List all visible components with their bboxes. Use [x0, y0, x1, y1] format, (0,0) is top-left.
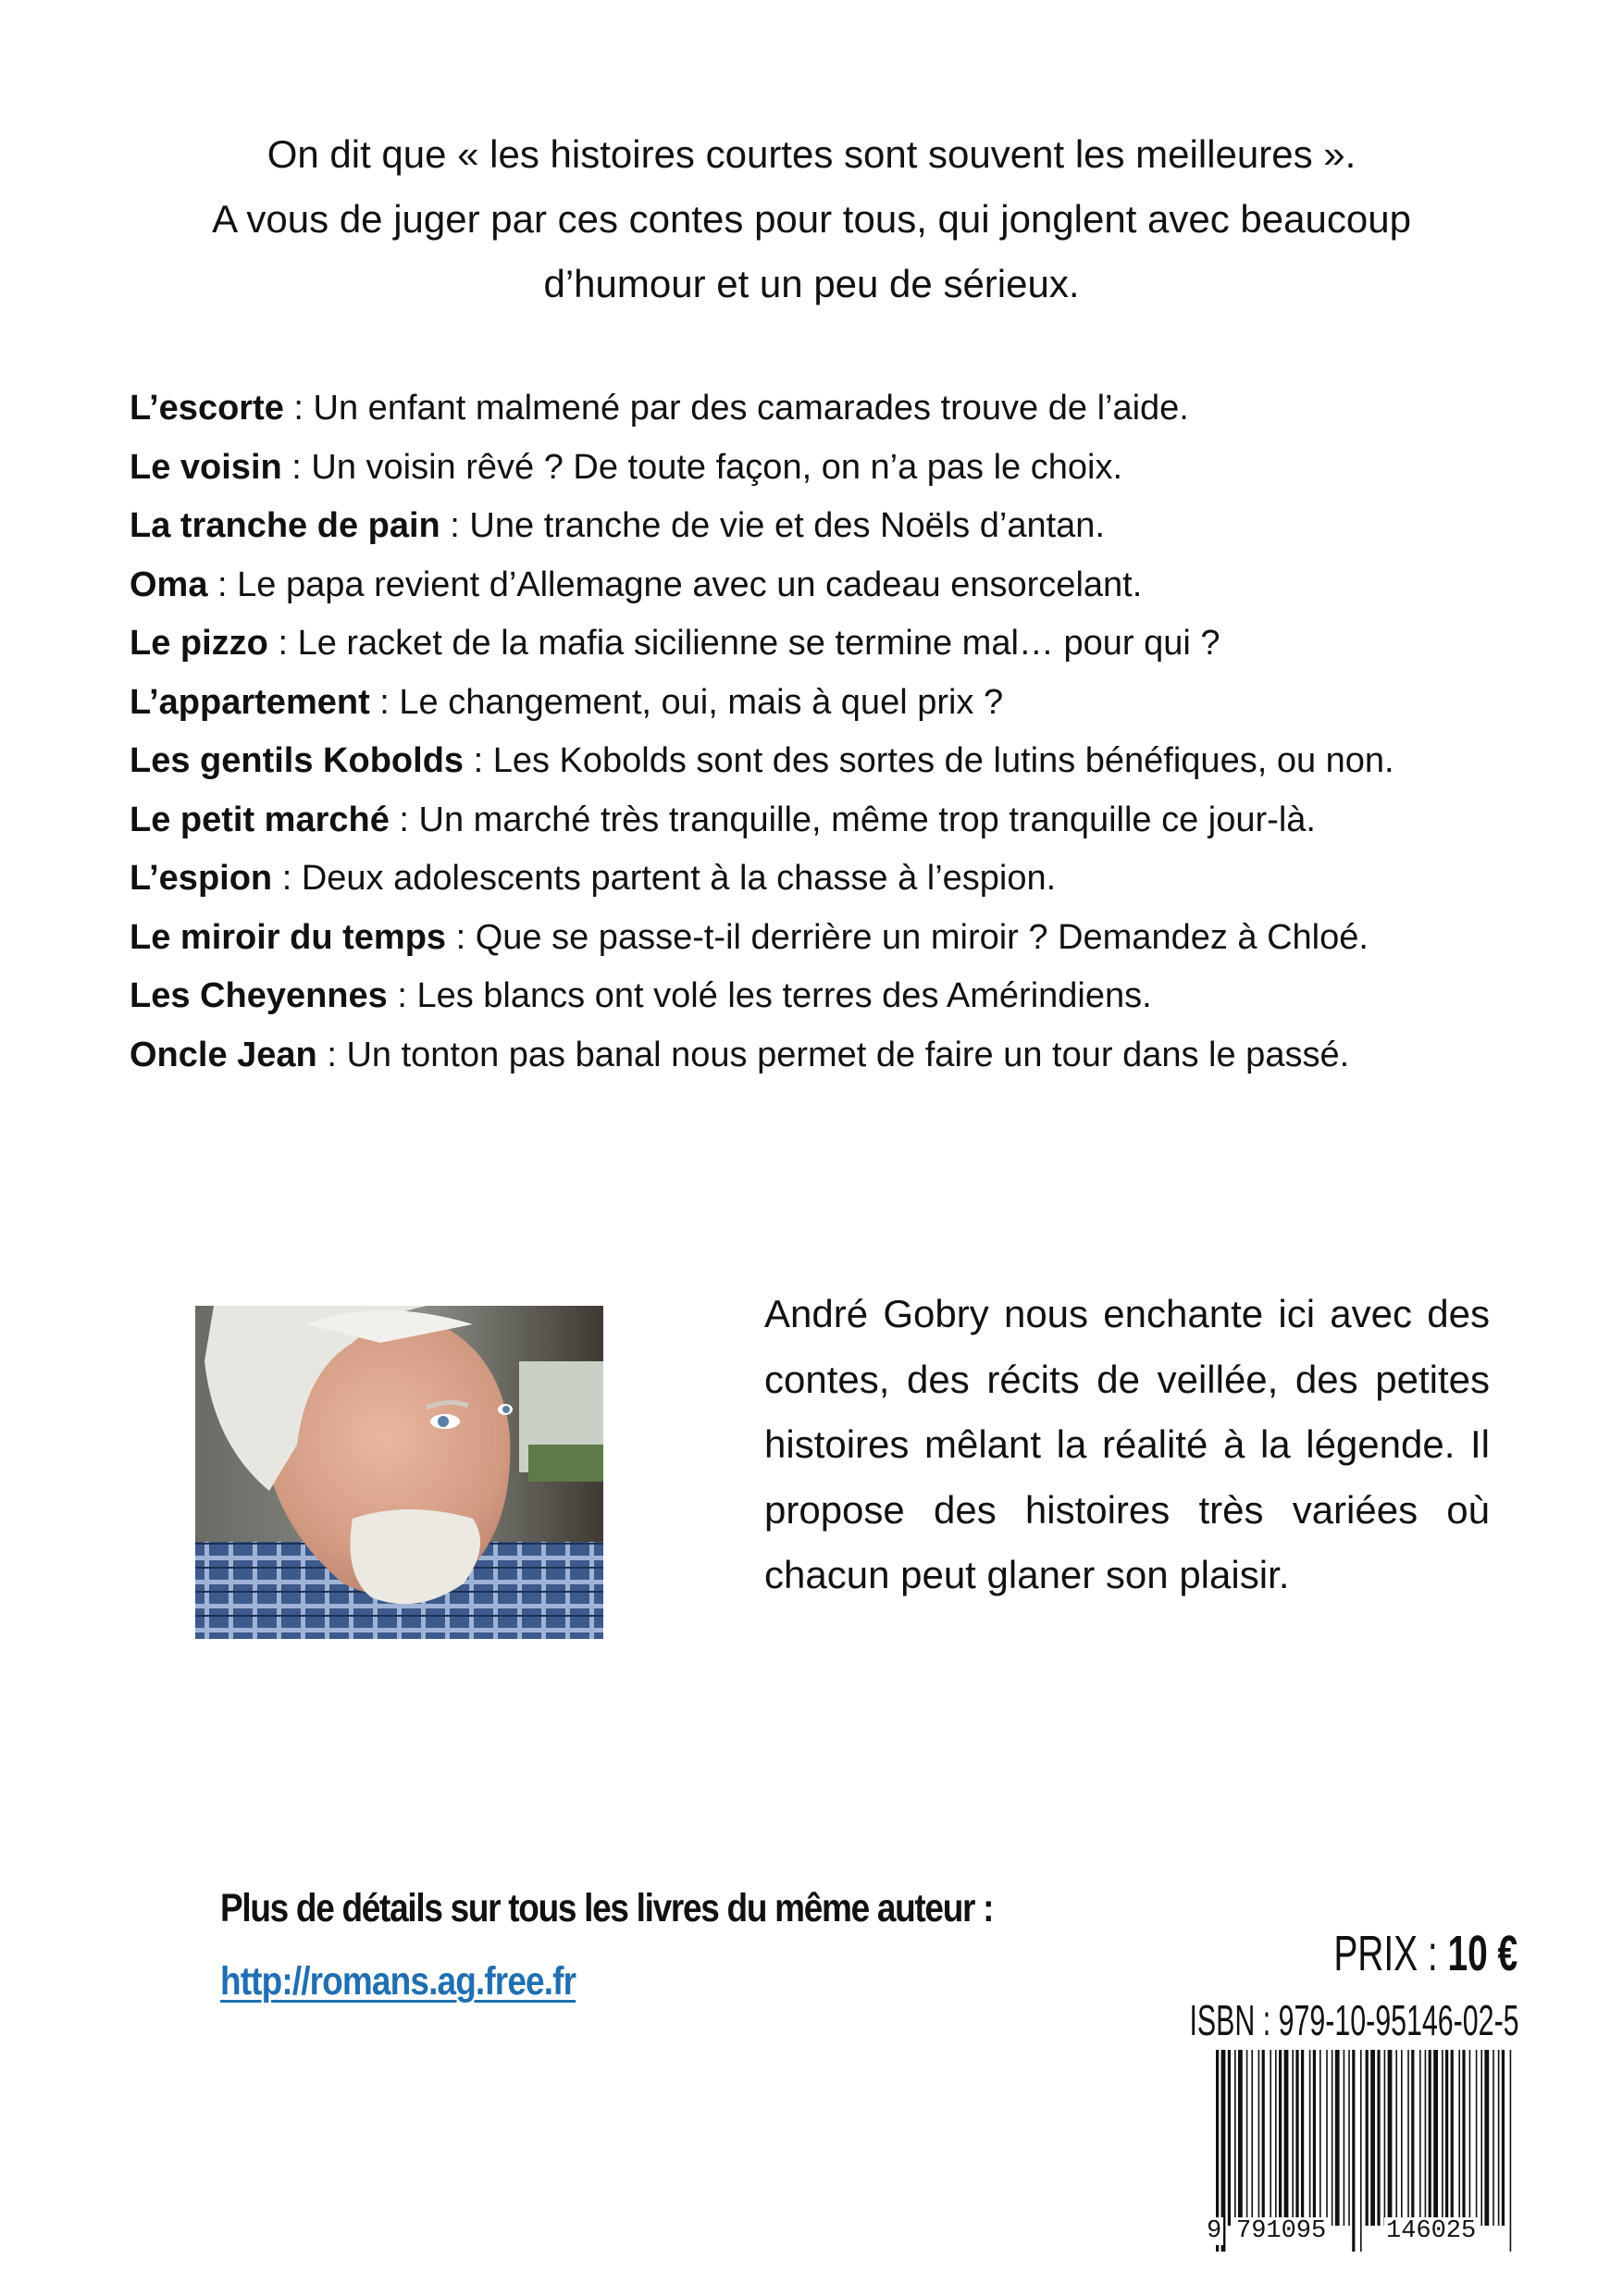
barcode-bar: [1407, 2050, 1409, 2226]
barcode-bar: [1295, 2050, 1298, 2226]
barcode-bar: [1332, 2050, 1333, 2226]
story-title: Le miroir du temps: [130, 917, 447, 957]
story-description: : Un voisin rêvé ? De toute façon, on n’a pas le choix.: [281, 447, 1123, 487]
story-title: La tranche de pain: [130, 506, 440, 545]
barcode-bar: [1429, 2050, 1431, 2226]
story-description: : Le papa revient d’Allemagne avec un cadeau ensorcelant.: [207, 565, 1143, 604]
story-item: [130, 791, 1518, 850]
story-item: [130, 674, 1518, 733]
barcode-bar: [1442, 2050, 1443, 2226]
barcode-bar: [1279, 2050, 1282, 2226]
barcode-bar: [1469, 2050, 1471, 2226]
barcode-digits: [1203, 2217, 1522, 2254]
barcode-bar: [1384, 2050, 1386, 2226]
barcode-bar: [1348, 2050, 1350, 2226]
story-item: [130, 850, 1518, 909]
barcode-bar: [1344, 2050, 1345, 2226]
barcode-bar: [1326, 2050, 1328, 2226]
price-value: 10 €: [1447, 1926, 1518, 1981]
barcode-bar: [1301, 2050, 1304, 2226]
barcode-bar: [1433, 2050, 1438, 2226]
story-item: [130, 909, 1518, 968]
story-title: Les gentils Kobolds: [130, 741, 465, 780]
author-portrait-image: [195, 1306, 603, 1639]
barcode-bar: [1246, 2050, 1248, 2226]
barcode-bar: [1238, 2050, 1243, 2226]
story-title: L’espion: [130, 859, 273, 898]
barcode-digit-group-right: 146025: [1386, 2217, 1477, 2245]
barcode-bar: [1275, 2050, 1277, 2226]
barcode-bar: [1388, 2050, 1393, 2226]
barcode-bar: [1498, 2050, 1500, 2226]
story-title: Le pizzo: [130, 624, 268, 663]
story-title: Les Cheyennes: [130, 976, 388, 1015]
barcode-bar: [1425, 2050, 1427, 2226]
story-description: : Les blancs ont volé les terres des Amérindiens.: [387, 976, 1152, 1015]
barcode-digit-prefix: 9: [1207, 2217, 1222, 2245]
story-description: : Le racket de la mafia sicilienne se termine mal… pour qui ?: [267, 624, 1220, 663]
barcode-bar: [1335, 2050, 1340, 2226]
intro-blurb: [93, 122, 1530, 316]
story-item: [130, 439, 1518, 498]
barcode-bar: [1493, 2050, 1494, 2226]
barcode-bar: [1419, 2050, 1421, 2226]
author-website-link[interactable]: http://romans.ag.free.fr: [220, 1959, 576, 2004]
barcode-bar: [1401, 2050, 1403, 2226]
story-item: [130, 1026, 1518, 1086]
story-list: [130, 379, 1518, 1085]
barcode-bar: [1366, 2050, 1369, 2226]
barcode-bar: [1445, 2050, 1448, 2226]
story-description: : Les Kobolds sont des sortes de lutins bénéfiques, ou non.: [464, 741, 1394, 780]
story-title: L’appartement: [130, 682, 370, 722]
story-description: : Que se passe-t-il derrière un miroir ? Demandez à Chloé.: [446, 917, 1369, 957]
barcode-bar: [1319, 2050, 1321, 2226]
story-title: Le petit marché: [130, 800, 390, 839]
barcode-bar: [1462, 2050, 1465, 2226]
author-bio: André Gobry nous enchante ici avec des contes, des récits de veillée, des petites histoires mêlant la réalité à la légende. Il propose des histoires très variées où chacun peut glaner son plaisir.: [764, 1292, 1490, 1596]
story-description: : Deux adolescents partent à la chasse à l’espion.: [272, 859, 1057, 898]
story-description: : Un marché très tranquille, même trop tranquille ce jour-là.: [389, 800, 1316, 839]
story-item: [130, 379, 1518, 439]
barcode-bar: [1313, 2050, 1316, 2226]
story-item: [130, 967, 1518, 1026]
story-title: Oncle Jean: [130, 1035, 317, 1074]
barcode-bar: [1502, 2050, 1505, 2226]
barcode-bar: [1377, 2050, 1380, 2226]
barcode-bar: [1234, 2050, 1236, 2226]
barcode-bar: [1270, 2050, 1271, 2226]
story-description: : Un tonton pas banal nous permet de faire un tour dans le passé.: [316, 1035, 1350, 1074]
barcode-bar: [1228, 2050, 1231, 2226]
barcode-bar: [1292, 2050, 1294, 2226]
barcode-bar: [1251, 2050, 1253, 2226]
story-item: [130, 556, 1518, 615]
barcode-bar: [1258, 2050, 1260, 2226]
intro-line: A vous de juger par ces contes pour tous, qui jonglent avec beaucoup: [212, 197, 1411, 241]
price-label: PRIX :: [1333, 1926, 1448, 1981]
story-description: : Le changement, oui, mais à quel prix ?: [369, 682, 1004, 722]
barcode-digit-group-left: 791095: [1236, 2217, 1327, 2245]
barcode-bar: [1451, 2050, 1454, 2226]
barcode-bar: [1370, 2050, 1375, 2226]
price: [1333, 1925, 1518, 1982]
more-details-text: Plus de détails sur tous les livres du même auteur :: [220, 1886, 994, 1930]
story-description: : Un enfant malmené par des camarades trouve de l’aide.: [283, 389, 1189, 428]
story-title: Le voisin: [130, 447, 282, 487]
intro-line: d’humour et un peu de sérieux.: [543, 262, 1080, 305]
barcode-bar: [1262, 2050, 1265, 2226]
author-photo: [195, 1306, 603, 1639]
isbn: ISBN : 979-10-95146-02-5: [1189, 1996, 1519, 2044]
barcode-bar: [1484, 2050, 1489, 2226]
intro-line: On dit que « les histoires courtes sont souvent les meilleures ».: [266, 132, 1357, 176]
story-description: : Une tranche de vie et des Noëls d’antan.: [440, 506, 1105, 545]
barcode-bar: [1481, 2050, 1482, 2226]
barcode-bar: [1411, 2050, 1414, 2226]
story-item: [130, 614, 1518, 674]
story-title: L’escorte: [130, 389, 284, 428]
barcode-bar: [1309, 2050, 1311, 2226]
barcode-bar: [1458, 2050, 1460, 2226]
barcode-bar: [1284, 2050, 1289, 2226]
story-title: Oma: [130, 565, 208, 604]
barcode-bar: [1395, 2050, 1397, 2226]
story-item: [130, 497, 1518, 556]
barcode-bar: [1476, 2050, 1478, 2226]
story-item: [130, 732, 1518, 791]
